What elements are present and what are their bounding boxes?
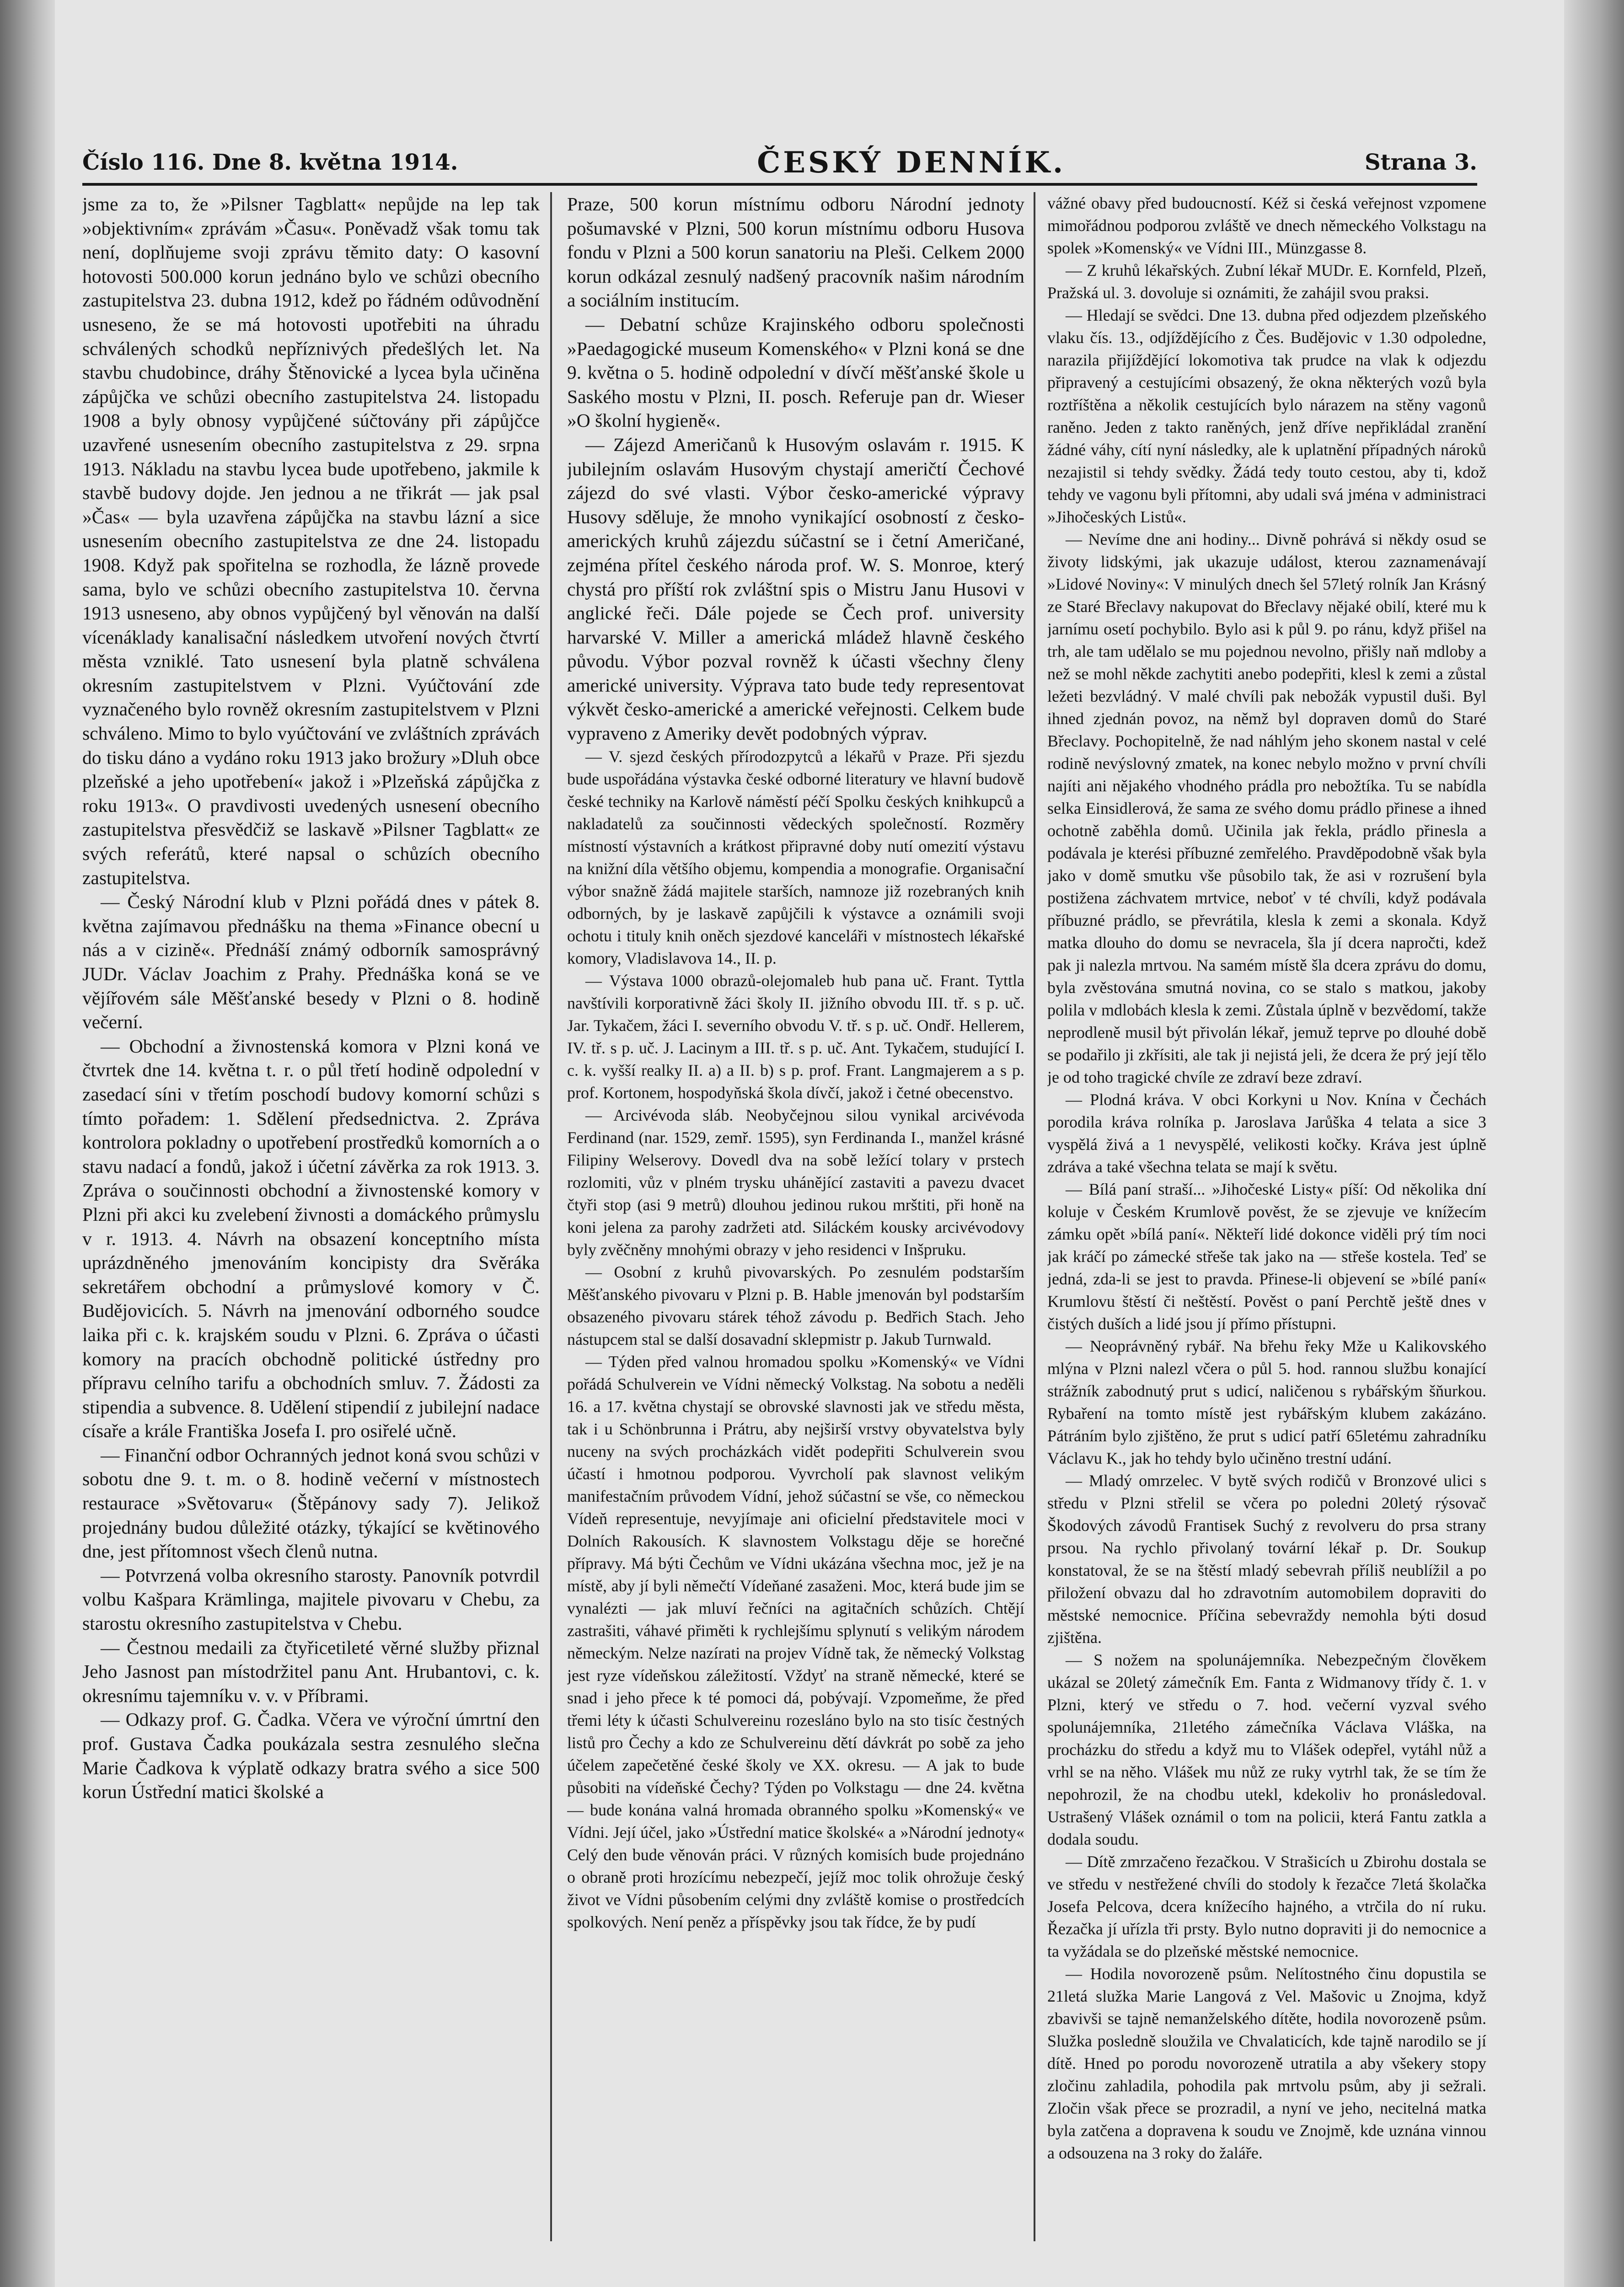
article-paragraph: — Odkazy prof. G. Čadka. Včera ve výroční úmrtní den prof. Gustava Čadka poukázala sestra zesnulého slečna Marie Čadkova k výplatě odkazy bratra svého a sice 500 korun Ústřední matici školské a <box>82 1709 540 1803</box>
article-paragraph: Praze, 500 korun místnímu odboru Národní jednoty pošumavské v Plzni, 500 korun místnímu odboru Husova fondu v Plzni a 500 korun sanatoriu na Pleši. Celkem 2000 korun odkázal zesnulý nadšený pracovník našim národním a sociálním institucím. <box>567 193 1024 311</box>
binding-edge-right <box>1564 0 1624 2287</box>
article-paragraph: — Čestnou medaili za čtyřicetileté věrné služby přiznal Jeho Jasnost pan místodržitel panu Ant. Hrubantovi, c. k. okresnímu tajemníku v. v. v Příbrami. <box>82 1637 540 1706</box>
column-3 <box>1047 192 1486 2241</box>
article-paragraph: — V. sjezd českých přírodozpytců a lékařů v Praze. Při sjezdu bude uspořádána výstavka české odborné literatury ve hlavní budově české techniky na Karlově náměstí péčí Spolku českých knihkupců a nakladatelů za součinnosti vědeckých společností. Rozměry místností výstavních a krátkost připravné doby nutí omezití výstavu na knižní díla většího objemu, kompendia a monografie. Organisační výbor snažně žádá majitele starších, namnoze již rozebraných knih odborných, by je laskavě zapůjčili k výstavce a oznámili svoji ochotu i tituly knih oněch sjezdové kanceláři v místnostech lékařské komory, Vladislavova 14., II. p. <box>567 747 1024 967</box>
article-paragraph: — Bílá paní straší... »Jihočeské Listy« píší: Od několika dní koluje v Českém Krumlově pověst, že se zjevuje ve knížecím zámku opět »bílá paní«. Někteří lidé dokonce viděli prý tím noci jak kráčí po zámecké střeše tak jako na — střeše kostela. Teď se jedná, zda-li se jest to pravda. Přinese-li objevení se »bílé paní« Krumlovu štěstí či neštěstí. Pověst o paní Perchtě ještě dnes v čistých duších a lidé jsou jí přímo přístupni. <box>1047 1180 1486 1333</box>
column-2 <box>567 192 1024 2241</box>
article-paragraph: — Obchodní a živnostenská komora v Plzni koná ve čtvrtek dne 14. května t. r. o půl třetí hodině odpolední v zasedací síni v třetím poschodí budovy komorní schůzi s tímto pořadem: 1. Sdělení předsednictva. 2. Zpráva kontrolora pokladny o upotřebení prostředků komorních a o stavu nadací a fondů, jakož i účetní závěrka za rok 1913. 3. Zpráva o součinnosti obchodní a živnostenské komory v Plzni při akci ku zvelebení živnosti a domáckého průmyslu v r. 1913. 4. Návrh na obsazení konceptního místa uprázdněného jmenováním koncipisty dra Svěráka sekretářem obchodní a průmyslové komory v Č. Budějovicích. 5. Návrh na jmenování odborného soudce laika při c. k. krajském soudu v Plzni. 6. Zpráva o účasti komory na pracích obchodně politické ústředny pro přípravu celního tarifu a obchodních smluv. 7. Žádosti za stipendia a subvence. 8. Udělení stipendií z jubilejní nadace císaře a krále Františka Josefa I. pro osiřelé učně. <box>82 1035 540 1442</box>
article-paragraph: — Plodná kráva. V obci Korkyni u Nov. Knína v Čechách porodila kráva rolníka p. Jaroslava Jarůška 4 telata a sice 3 vyspělá živá a 1 nevyspělé, velikosti kočky. Kráva jest úplně zdráva a také všechna telata se mají k světu. <box>1047 1090 1486 1176</box>
article-paragraph: — Debatní schůze Krajinského odboru společnosti »Paedagogické museum Komenského« v Plzni koná se dne 9. května o 5. hodině odpolední v dívčí měšťanské škole u Saského mostu v Plzni, II. posch. Referuje pan dr. Wieser »O školní hygieně«. <box>567 313 1024 431</box>
article-paragraph: — Týden před valnou hromadou spolku »Komenský« ve Vídni pořádá Schulverein ve Vídni německý Volkstag. Na sobotu a neděli 16. a 17. května chystají se obrovské slavnosti jak ve středu města, tak i u Schönbrunna i Prátru, aby nejširší vrstvy obyvatelstva byly nuceny na svých procházkách vidět podepřiti Schulverein svou účastí i hmotnou podporou. Vyvrcholí pak slavnost velikým manifestačním průvodem Vídní, jehož súčastní se vše, co německou Vídeň representuje, nevyjímaje ani oficielní představitele moci v Dolních Rakousích. K slavnostem Volkstagu děje se horečné přípravy. Má býti Čechům ve Vídni ukázána všechna moc, jež je na místě, aby jí byli němečtí Vídeňané zasaženi. Moc, která bude jim se vynalézti — jak mluví řečníci na agitačních schůzích. Chtějí zastrašiti, váhavé přiměti k rychlejšímu splynutí s velikým národem německým. Nelze nazírati na projev Vídně tak, že německý Volkstag jest ryze vídeňskou záležitostí. Vždyť na straně německé, které se snad i jeho přece k té pomoci dá, pobývají. Vzpomeňme, že před třemi léty k účasti Schulvereinu rozesláno bylo na sto tisíc čestných listů pro Čechy a kdo ze Schulvereinu dětí dávkrát po sobě za jeho účelem zapečetěné české školy ve XX. okresu. — A jak to bude působiti na vídeňské Čechy? Týden po Volkstagu — dne 24. května — bude konána valná hromada obranného spolku »Komenský« ve Vídni. Její účel, jako »Ústřední matice školské« a »Národní jednoty« Celý den bude věnován práci. V různých komisích bude projednáno o obraně proti hrozícímu nebezpečí, jejíž moc tolik ohrožuje český život ve Vídni působením celými dny zvláště komise o prostředcích spolkových. Není peněz a příspěvky jsou tak řídce, že by pudí <box>567 1352 1024 1931</box>
newspaper-page <box>55 0 1564 2287</box>
article-paragraph: — Osobní z kruhů pivovarských. Po zesnulém podstarším Měšťanského pivovaru v Plzni p. B. Hable jmenován byl podstarším obsazeného pivovaru stárek téhož závodu p. Bedřich Stach. Jeho nástupcem stal se další dosavadní sklepmistr p. Jakub Turnwald. <box>567 1262 1024 1348</box>
article-paragraph: — Z kruhů lékařských. Zubní lékař MUDr. E. Kornfeld, Plzeň, Pražská ul. 3. dovoluje si oznámiti, že zahájil svou praksi. <box>1047 261 1486 302</box>
masthead-title: ČESKÝ DENNÍK. <box>757 145 1066 180</box>
column-1 <box>82 192 540 2241</box>
article-paragraph: vážné obavy před budoucností. Kéž si česká veřejnost vzpomene mimořádnou podporou zvláště ve dnech německého Volkstagu na spolek »Komenský« ve Vídni III., Münzgasse 8. <box>1047 194 1486 257</box>
article-paragraph: — Výstava 1000 obrazů-olejomaleb hub pana uč. Frant. Tyttla navštívili korporativně žáci školy II. jižního obvodu III. tř. s p. uč. Jar. Tykačem, žáci I. severního obvodu V. tř. s p. uč. Ondř. Hellerem, IV. tř. s p. uč. J. Lacinym a III. tř. s p. uč. Ant. Tykačem, studující I. c. k. vyšší realky II. a) a II. b) s p. prof. Frant. Langmajerem a s p. prof. Kortonem, hospodyňská škola dívčí, jakož i četné obecenstvo. <box>567 971 1024 1102</box>
article-paragraph: — Hledají se svědci. Dne 13. dubna před odjezdem plzeňského vlaku čís. 13., odjíždějícího z Čes. Budějovic v 1.30 odpoledne, narazila přijíždějící lokomotiva tak prudce na vlak k odjezdu připravený a cestujícími obsazený, že okna některých vozů byla roztříštěna a několik cestujících bylo nárazem na stěny vagonů raněno. Jeden z takto raněných, jenž dříve nepřikládal zranění žádné váhy, cítí nyní následky, ale k uplatnění případných nároků nezajistil si tehdy svědky. Žádá tedy touto cestou, aby ti, kdož tehdy ve vagonu byli přítomni, aby udali svá jména v administraci »Jihočeských Listů«. <box>1047 306 1486 526</box>
article-paragraph: — Nevíme dne ani hodiny... Divně pohrává si někdy osud se životy lidskými, jak ukazuje událost, kterou zaznamenávají »Lidové Noviny«: V minulých dnech šel 57letý rolník Jan Krásný ze Staré Břeclavy nakupovat do Břeclavy nějaké obilí, které mu k jarnímu osetí pochybilo. Bylo asi k půl 9. po ránu, když přišel na trh, ale tam udělalo se mu pojednou nevolno, přišly naň mdloby a než se mohl někde zachytiti anebo podepřiti, klesl k zemi a zůstal ležeti bezvládný. V malé chvíli pak nebožák vypustil duši. Byl ihned zjednán povoz, na němž byl dopraven domů do Staré Břeclavy. Pochopitelně, že nad náhlým jeho skonem nastal v celé rodině nevýslovný zmatek, na konec nebylo možno v první chvíli najíti ani nějakého vhodného prádla pro nebožtíka. Tu se nabídla selka Einsidlerová, že sama ze svého domu prádlo přinese a ihned ochotně zaběhla domů. Učinila jak řekla, prádlo přinesla a podávala je kterési příbuzné zemřelého. Pravděpodobně však byla jako v domě smutku vše působilo tak, že asi v rozrušení byla postižena záchvatem mrtvice, neboť v té chvíli, když podávala příbuzné prádlo, se převrátila, klesla k zemi a skonala. Když matka dlouho do domu se nevracela, šla jí dcera napročti, kdež pak ji nalezla mrtvou. Na samém místě šla dcera zprávu do domu, byla zvěstována smutná novina, co se stalo s matkou, jakoby polila v mdlobách klesla k zemi. Zůstala úplně v bezvědomí, takže neprodleně musil být přivolán lékař, jemuž teprve po dlouhé době se podařilo ji zkřísiti, ale tak ji nejistá jeli, že dcera že prý její tělo je od toho tragické chvíle ze zdraví beze zdraví. <box>1047 530 1486 1086</box>
header-rule <box>82 183 1477 186</box>
article-paragraph: jsme za to, že »Pilsner Tagblatt« nepůjde na lep tak »objektivním« zprávám »Času«. Poněvadž však tomu tak není, doplňujeme svoji zprávu těmito daty: O kasovní hotovosti 500.000 korun jednáno bylo ve schůzi obecního zastupitelstva 23. dubna 1912, kdež po řádném odůvodnění usneseno, že se má hotovosti upotřebiti na úhradu schválených schodků nepříznivých předešlých let. Na stavbu chudobince, dráhy Štěnovické a lycea byla učiněna zápůjčka ve schůzi obecního zastupitelstva 24. listopadu 1908 a byly obnosy vypůjčené súčtovány při zápůjčce uzavřené usnesením obecního zastupitelstva z 29. srpna 1913. Nákladu na stavbu lycea bude upotřebeno, jakmile k stavbě budovy dojde. Jen jednou a ne třikrát — jak psal »Čas« — byla uzavřena zápůjčka na stavbu lázní a sice usnesením obecního zastupitelstva ze dne 24. listopadu 1908. Když pak spořitelna se rozhodla, že lázně provede sama, bylo ve schůzi obecního zastupitelstva 10. června 1913 usneseno, aby obnos vypůjčený byl věnován na další vícenáklady kanalisační následkem utvoření nových čtvrtí města vzniklé. Tato usnesení byla platně schválena okresním zastupitelstvem v Plzni. Vyúčtování zde vyznačeného bylo rovněž okresním zastupitelstvem v Plzni schváleno. Mimo to bylo vyúčtování ve zvláštních zprávách do tisku dáno a vydáno roku 1913 jako brožury »Dluh obce plzeňské a jeho upotřebení« jakož i »Plzeňská zápůjčka z roku 1913«. O pravdivosti uvedených usnesení obecního zastupitelstva přesvědčiž se laskavě »Pilsner Tagblatt« ze svých referátů, které napsal o schůzích obecního zastupitelstva. <box>82 193 540 888</box>
column-divider <box>550 192 552 2241</box>
article-paragraph: — Arcivévoda sláb. Neobyčejnou silou vynikal arcivévoda Ferdinand (nar. 1529, zemř. 1595), syn Ferdinanda I., manžel krásné Filipiny Welserovy. Dovedl dva na sobě ležící tolary v prstech rozlomiti, vůz v plném trysku uhánějící zastaviti a pavezu dvacet čtyři stop (asi 9 metrů) dlouhou jedinou rukou mrštiti, při honě na koni jelena za parohy zadržeti atd. Siláckém kousky arcivévodovy byly zvěčněny mnohými obrazy v jeho residenci v Inšpruku. <box>567 1106 1024 1259</box>
article-paragraph: — Hodila novorozeně psům. Nelítostného činu dopustila se 21letá služka Marie Langová z Vel. Mašovic u Znojma, když zbavivši se tajně nemanželského dítěte, hodila novorozeně psům. Služka posledně sloužila ve Chvalaticích, kde tajně narodilo se jí dítě. Hned po porodu novorozeně utratila a aby všekery stopy zločinu zahladila, pohodila pak mrtvolu psům, aby ji sežrali. Zločin však přece se prozradil, a nyní ve jeho, necitelná matka byla zatčena a dopravena k soudu ve Znojmě, kde uznána vinnou a odsouzena na 3 roky do žaláře. <box>1047 1965 1486 2162</box>
issue-info: Číslo 116. Dne 8. května 1914. <box>82 150 458 175</box>
article-paragraph: — Neoprávněný rybář. Na břehu řeky Mže u Kalikovského mlýna v Plzni nalezl včera o půl 5. hod. rannou službu konající strážník zabodnutý prut s udicí, naličenou s rybářským šňurkou. Rybaření na tomto místě jest rybářským klubem zakázáno. Pátráním bylo zjištěno, že prut s udicí patří 65letému zahradníku Václavu K., jak ho tehdy bylo učiněno trestní udání. <box>1047 1337 1486 1467</box>
article-paragraph: — Zájezd Američanů k Husovým oslavám r. 1915. K jubilejním oslavám Husovým chystají američtí Čechové zájezd do své vlasti. Výbor česko-americké výpravy Husovy sděluje, že mnoho vynikající osobností z česko-amerických kruhů zájezdu súčastní se i četní Američané, zejména přítel českého národa prof. W. S. Monroe, který chystá pro příští rok zvláštní spis o Mistru Janu Husovi v anglické řeči. Dále pojede se Čech prof. university harvarské V. Miller a americká mládež hlavně českého původu. Výbor pozval rovněž k účasti všechny členy americké university. Výprava tato bude tedy representovat výkvět česko-americké a americké veřejnosti. Celkem bude vypraveno z Ameriky devět podobných výprav. <box>567 434 1024 744</box>
article-paragraph: — S nožem na spolunájemníka. Nebezpečným člověkem ukázal se 20letý zámečník Em. Fanta z Widmanovy třídy č. 1. v Plzni, který ve středu o 7. hod. večerní vyzval svého spolunájemníka, 21letého zámečníka Václava Vláška, na procházku do středu a když mu to Vlášek odepřel, vytáhl nůž a vrhl se na něho. Vlášek mu nůž ze ruky vytrhl tak, že se tím že nepohrozil, že na chodbu utekl, kdekoliv ho pronásledoval. Ustrašený Vlášek oznámil o tom na policii, která Fantu zatkla a dodala soudu. <box>1047 1651 1486 1848</box>
adjacent-page-edge-left <box>0 0 55 2287</box>
article-paragraph: — Mladý omrzelec. V bytě svých rodičů v Bronzové ulici s středu v Plzni střelil se včera po poledni 20letý rýsovač Škodových závodů Frantisek Suchý z revolveru do prsa strany prsou. Na rychlo přivolaný tovární lékař p. Dr. Soukup konstatoval, že se na štěstí mladý sebevrah příliš neublížil a po přiložení obvazu dal ho zdravotním automobilem dopraviti do městské nemocnice. Příčina sebevraždy nemohla býti dosud zjištěna. <box>1047 1471 1486 1647</box>
article-paragraph: — Finanční odbor Ochranných jednot koná svou schůzi v sobotu dne 9. t. m. o 8. hodině večerní v místnostech restaurace »Světovaru« (Štěpánovy sady 7). Jelikož projednány budou důležité otázky, týkající se květinového dne, jest přítomnost všech členů nutna. <box>82 1444 540 1562</box>
page-number: Strana 3. <box>1364 150 1477 175</box>
page-header <box>82 144 1477 181</box>
article-paragraph: — Potvrzená volba okresního starosty. Panovník potvrdil volbu Kašpara Krämlinga, majitele pivovaru v Chebu, za starostu okresního zastupitelstva v Chebu. <box>82 1564 540 1634</box>
article-paragraph: — Český Národní klub v Plzni pořádá dnes v pátek 8. května zajímavou přednášku na thema »Finance obecní u nás a v cizině«. Přednáší známý odborník samosprávný JUDr. Václav Joachim z Prahy. Přednáška koná se ve vějířovém sále Měšťanské besedy v Plzni o 8. hodině večerní. <box>82 891 540 1033</box>
article-paragraph: — Dítě zmrzačeno řezačkou. V Strašicích u Zbirohu dostala se ve středu v nestřežené chvíli do stodoly k řezačce 7letá školačka Josefa Pelcova, dcera knížecího hajného, a vtrčila do ní ruku. Řezačka jí uřízla tři prsty. Bylo nutno dopraviti ji do nemocnice a ta vyžádala se do plzeňské městské nemocnice. <box>1047 1852 1486 1960</box>
column-divider <box>1034 192 1035 2241</box>
